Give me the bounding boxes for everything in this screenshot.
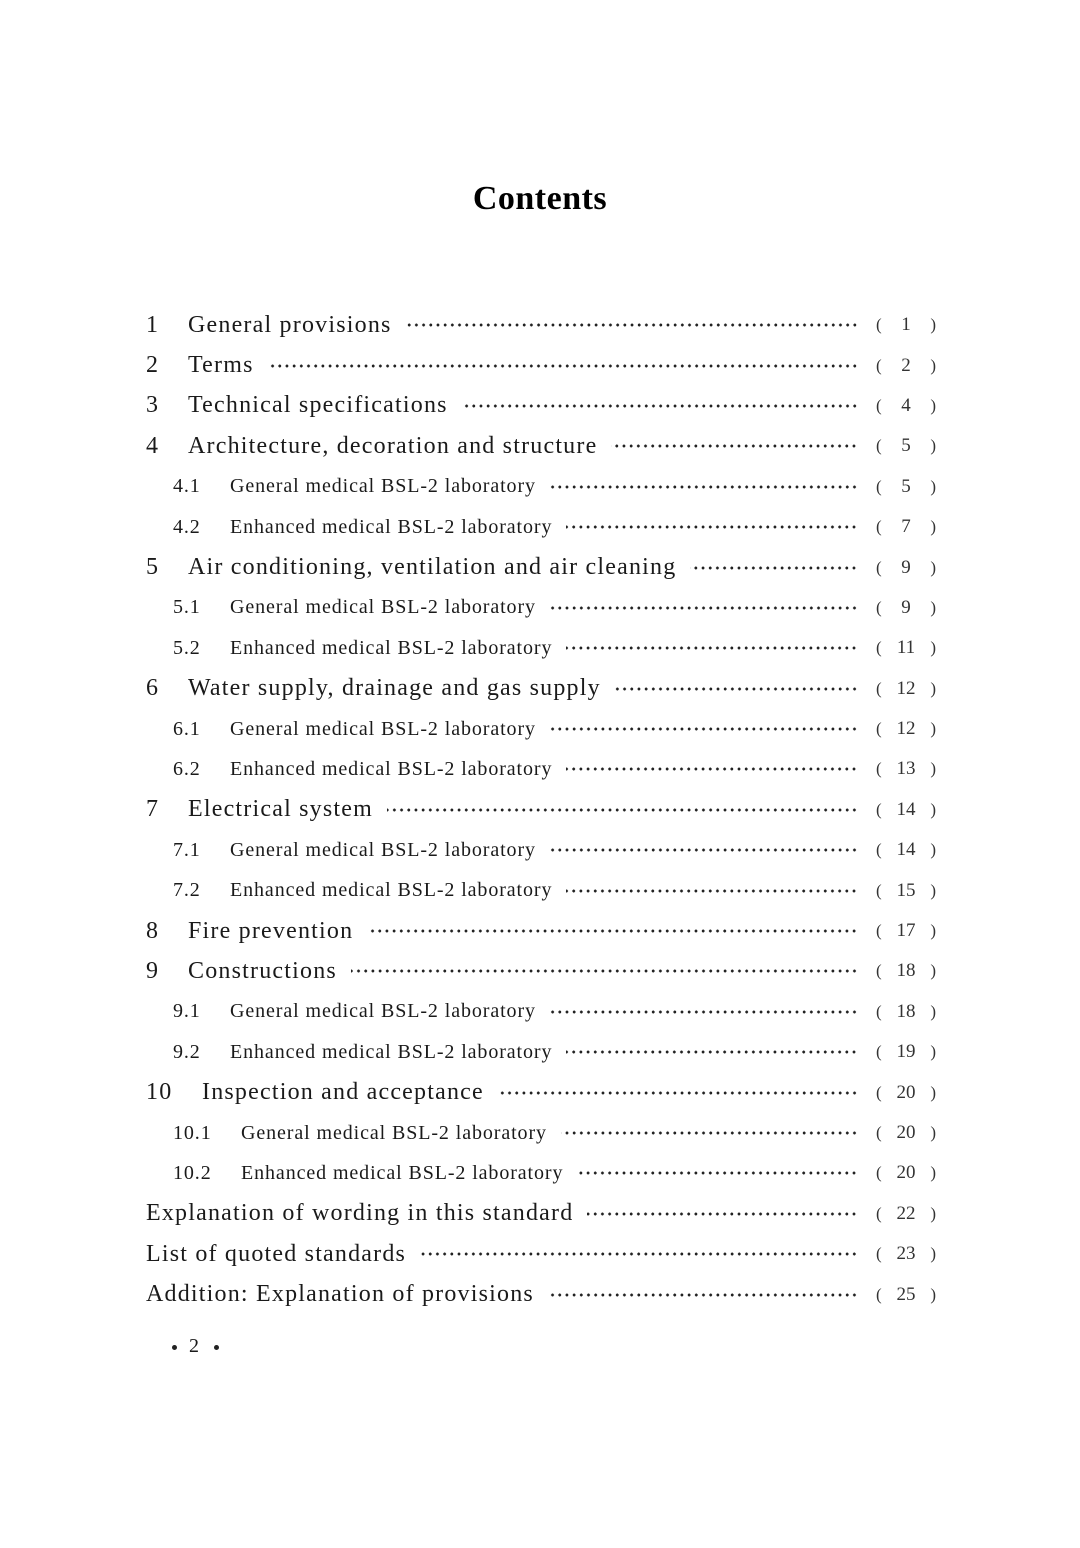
toc-subentry[interactable] [146, 507, 936, 547]
toc-page-number: 5 [901, 435, 911, 457]
dot-leader [550, 717, 858, 741]
open-paren: ( [876, 880, 882, 900]
dot-leader [566, 757, 858, 781]
toc-subentry[interactable] [146, 992, 936, 1032]
toc-subentry[interactable] [146, 870, 936, 910]
toc-section-number: 9.1 [173, 1000, 201, 1023]
open-paren: ( [876, 1163, 882, 1183]
toc-page-reference [876, 839, 936, 861]
toc-page-number: 12 [896, 677, 916, 699]
toc-page-reference [876, 718, 936, 740]
toc-section-title: General provisions [188, 311, 392, 338]
toc-section-number: 5.2 [173, 636, 201, 659]
open-paren: ( [876, 678, 882, 698]
toc-section-number: 6.1 [173, 717, 201, 740]
toc-section-number: 4 [146, 432, 160, 459]
toc-page-number: 18 [896, 1000, 916, 1022]
close-paren: ) [930, 638, 936, 658]
toc-section-number: 5.1 [173, 596, 201, 619]
toc-page-reference [876, 1243, 936, 1265]
toc-section-title: General medical BSL-2 laboratory [230, 596, 536, 619]
toc-page-number: 9 [901, 556, 911, 578]
toc-section-number: 5 [146, 554, 160, 581]
toc-entry[interactable] [146, 951, 936, 991]
close-paren: ) [930, 719, 936, 739]
toc-entry[interactable] [146, 1274, 936, 1314]
dot-leader [550, 1000, 858, 1024]
toc-page-number: 4 [901, 394, 911, 416]
toc-page-reference [876, 880, 936, 902]
toc-section-title: General medical BSL-2 laboratory [230, 475, 536, 498]
toc-section-title: General medical BSL-2 laboratory [241, 1121, 547, 1144]
toc-page-number: 12 [896, 718, 916, 740]
toc-section-title: General medical BSL-2 laboratory [230, 1000, 536, 1023]
toc-page-number: 11 [896, 637, 916, 659]
close-paren: ) [930, 1163, 936, 1183]
toc-page-reference [876, 597, 936, 619]
toc-page-reference [876, 1162, 936, 1184]
toc-section-title: Enhanced medical BSL-2 laboratory [230, 879, 553, 902]
toc-section-number: 1 [146, 311, 160, 338]
open-paren: ( [876, 1082, 882, 1102]
toc-section-number: 6.2 [173, 757, 201, 780]
close-paren: ) [930, 759, 936, 779]
toc-entry[interactable] [146, 547, 936, 587]
toc-page-reference [876, 1001, 936, 1023]
toc-section-title: Architecture, decoration and structure [188, 432, 598, 459]
open-paren: ( [876, 1244, 882, 1264]
toc-section-number: 3 [146, 392, 160, 419]
toc-page-reference [876, 1041, 936, 1063]
toc-section-number: 4.1 [173, 475, 201, 498]
toc-section-title: Technical specifications [188, 392, 448, 419]
toc-page-number: 14 [896, 839, 916, 861]
toc-page-reference [876, 314, 936, 336]
toc-section-number: 4.2 [173, 515, 201, 538]
open-paren: ( [876, 1284, 882, 1304]
toc-page-number: 5 [901, 475, 911, 497]
close-paren: ) [930, 1001, 936, 1021]
close-paren: ) [930, 1123, 936, 1142]
toc-section-title: Inspection and acceptance [202, 1079, 484, 1106]
toc-page-number: 2 [901, 354, 911, 376]
toc-section-number: 7.1 [173, 838, 201, 861]
close-paren: ) [930, 880, 936, 900]
toc-subentry[interactable] [146, 588, 936, 628]
open-paren: ( [876, 395, 882, 415]
close-paren: ) [930, 799, 936, 819]
toc-page-reference [876, 476, 936, 498]
close-paren: ) [930, 1082, 936, 1102]
toc-page-reference [876, 355, 936, 377]
dot-leader [566, 515, 858, 539]
toc-page-number: 7 [901, 516, 911, 538]
dot-leader [420, 1242, 858, 1266]
open-paren: ( [876, 557, 882, 577]
toc-section-title: Water supply, drainage and gas supply [188, 675, 601, 702]
close-paren: ) [930, 961, 936, 981]
toc-page-number: 20 [896, 1162, 916, 1184]
close-paren: ) [930, 557, 936, 577]
dot-leader [561, 1121, 858, 1145]
dot-leader [566, 636, 858, 660]
toc-entry[interactable] [146, 911, 936, 951]
open-paren: ( [876, 315, 882, 335]
close-paren: ) [930, 1042, 936, 1062]
open-paren: ( [876, 1001, 882, 1021]
dot-leader [566, 1040, 858, 1064]
toc-page-reference [876, 1122, 936, 1144]
toc-section-title: Enhanced medical BSL-2 laboratory [241, 1161, 564, 1184]
open-paren: ( [876, 1203, 882, 1223]
toc-section-title: Enhanced medical BSL-2 laboratory [230, 757, 553, 780]
open-paren: ( [876, 638, 882, 658]
toc-section-number: 7 [146, 796, 160, 823]
open-paren: ( [876, 1123, 882, 1142]
page-title: Contents [472, 180, 608, 217]
toc-page-reference [876, 395, 936, 417]
toc-section-title: Addition: Explanation of provisions [146, 1281, 534, 1308]
open-paren: ( [876, 1042, 882, 1062]
toc-page-reference [876, 920, 936, 942]
close-paren: ) [930, 921, 936, 941]
toc-subentry[interactable] [146, 1113, 936, 1153]
toc-section-title: List of quoted standards [146, 1240, 407, 1267]
toc-entry[interactable] [146, 669, 936, 709]
open-paren: ( [876, 517, 882, 537]
close-paren: ) [930, 840, 936, 860]
close-paren: ) [930, 395, 936, 415]
toc-section-number: 9.2 [173, 1040, 201, 1063]
dot-leader [268, 354, 858, 378]
toc-page-number: 14 [896, 798, 916, 820]
open-paren: ( [876, 597, 882, 617]
dot-leader [577, 1161, 858, 1185]
toc-page-number: 13 [896, 758, 916, 780]
toc-page-reference [876, 799, 936, 821]
toc-entry[interactable] [146, 345, 936, 385]
toc-section-title: Constructions [188, 957, 337, 984]
toc-subentry[interactable] [146, 1032, 936, 1072]
bullet-dot-icon [172, 1345, 177, 1350]
bullet-dot-icon [214, 1345, 219, 1350]
close-paren: ) [930, 1203, 936, 1223]
toc-subentry[interactable] [146, 709, 936, 749]
toc-page-number: 1 [901, 314, 911, 336]
toc-page-reference [876, 557, 936, 579]
toc-page-number: 18 [896, 960, 916, 982]
toc-subentry[interactable] [146, 749, 936, 789]
toc-section-title: Air conditioning, ventilation and air cleaning [188, 554, 677, 581]
toc-section-title: Enhanced medical BSL-2 laboratory [230, 636, 553, 659]
dot-leader [550, 475, 858, 499]
dot-leader [550, 596, 858, 620]
open-paren: ( [876, 799, 882, 819]
toc-section-number: 9 [146, 957, 160, 984]
close-paren: ) [930, 315, 936, 335]
dot-leader [690, 556, 858, 580]
toc-page-number: 22 [896, 1202, 916, 1224]
toc-entry[interactable] [146, 1072, 936, 1112]
toc-section-number: 10.1 [173, 1121, 212, 1144]
toc-section-number: 10 [146, 1079, 173, 1106]
toc-page-number: 17 [896, 920, 916, 942]
toc-section-title: Explanation of wording in this standard [146, 1200, 574, 1227]
toc-page-reference [876, 637, 936, 659]
toc-entry[interactable] [146, 790, 936, 830]
toc-page-number: 20 [896, 1122, 916, 1143]
dot-leader [406, 313, 858, 337]
toc-page-reference [876, 516, 936, 538]
toc-section-title: General medical BSL-2 laboratory [230, 717, 536, 740]
dot-leader [611, 434, 858, 458]
close-paren: ) [930, 436, 936, 456]
toc-section-title: Fire prevention [188, 917, 354, 944]
toc-page-reference [876, 758, 936, 780]
toc-subentry[interactable] [146, 467, 936, 507]
dot-leader [566, 879, 858, 903]
toc-section-number: 8 [146, 917, 160, 944]
toc-entry[interactable] [146, 386, 936, 426]
toc-entry[interactable] [146, 305, 936, 345]
toc-page-number: 19 [896, 1041, 916, 1063]
open-paren: ( [876, 719, 882, 739]
open-paren: ( [876, 840, 882, 860]
toc-page-number: 9 [901, 596, 911, 618]
toc-entry[interactable] [146, 1194, 936, 1234]
close-paren: ) [930, 476, 936, 496]
toc-section-title: Terms [188, 352, 254, 379]
toc-subentry[interactable] [146, 830, 936, 870]
dot-leader [587, 1202, 858, 1226]
close-paren: ) [930, 355, 936, 375]
dot-leader [462, 394, 858, 418]
close-paren: ) [930, 517, 936, 537]
page-number [160, 1335, 231, 1358]
toc-page-reference [876, 1284, 936, 1306]
dot-leader [351, 959, 858, 983]
toc-page-reference [876, 960, 936, 982]
open-paren: ( [876, 961, 882, 981]
close-paren: ) [930, 678, 936, 698]
toc-section-number: 2 [146, 352, 160, 379]
toc-section-title: General medical BSL-2 laboratory [230, 838, 536, 861]
toc-section-number: 10.2 [173, 1161, 212, 1184]
dot-leader [367, 919, 858, 943]
dot-leader [548, 1283, 858, 1307]
toc-page-reference [876, 678, 936, 700]
dot-leader [615, 677, 858, 701]
toc-page-number: 23 [896, 1243, 916, 1265]
close-paren: ) [930, 597, 936, 617]
open-paren: ( [876, 476, 882, 496]
close-paren: ) [930, 1284, 936, 1304]
close-paren: ) [930, 1244, 936, 1264]
toc-page-reference [876, 1082, 936, 1104]
table-of-contents [146, 305, 936, 1315]
toc-page-number: 15 [896, 879, 916, 901]
toc-section-number: 7.2 [173, 879, 201, 902]
toc-subentry[interactable] [146, 1153, 936, 1193]
toc-page-reference [876, 435, 936, 457]
dot-leader [498, 1081, 858, 1105]
dot-leader [550, 838, 858, 862]
open-paren: ( [876, 921, 882, 941]
open-paren: ( [876, 355, 882, 375]
toc-page-reference [876, 1203, 936, 1225]
toc-entry[interactable] [146, 1234, 936, 1274]
dot-leader [387, 798, 858, 822]
toc-entry[interactable] [146, 426, 936, 466]
toc-section-title: Electrical system [188, 796, 374, 823]
open-paren: ( [876, 436, 882, 456]
folio-number: 2 [189, 1335, 202, 1357]
toc-section-title: Enhanced medical BSL-2 laboratory [230, 515, 553, 538]
toc-subentry[interactable] [146, 628, 936, 668]
toc-page-number: 20 [896, 1081, 916, 1103]
toc-section-number: 6 [146, 675, 160, 702]
open-paren: ( [876, 759, 882, 779]
toc-page-number: 25 [896, 1283, 916, 1305]
toc-section-title: Enhanced medical BSL-2 laboratory [230, 1040, 553, 1063]
